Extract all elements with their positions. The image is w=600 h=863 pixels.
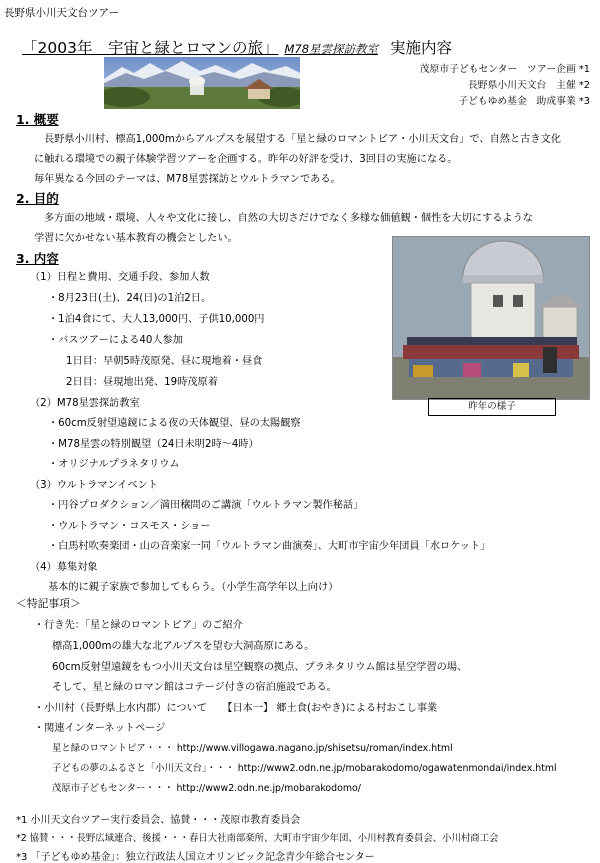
content-item: （4）募集対象: [30, 562, 98, 573]
section-3-heading: 3. 内容: [16, 251, 59, 266]
content-item: 2日目：昼現地出発、19時茂原着: [66, 377, 218, 388]
section-1-heading: 1. 概要: [16, 112, 59, 127]
notes-line: ・小川村（長野県上水内郡）について 【日本一】 郷土食(おやき)による村おこし事業: [34, 703, 438, 714]
content-item: （1）日程と費用、交通手段、参加人数: [30, 272, 210, 283]
content-item: ・ウルトラマン・コスモス・ショー: [48, 521, 211, 532]
organizer-line-2: 長野県小川天文台 主催 *2: [467, 80, 590, 91]
footnote: *3 「子どもゆめ基金」：独立行政法人国立オリンピック記念青少年総合センター: [16, 852, 375, 863]
header-tag: 長野県小川天文台ツアー: [4, 7, 120, 19]
notes-heading: ＜特記事項＞: [16, 597, 81, 610]
footnote: *1 小川天文台ツアー実行委員会、協賛・・・茂原市教育委員会: [16, 815, 301, 826]
title-tail: 実施内容: [390, 39, 453, 57]
content-item: ・60cm反射望遠鏡による夜の天体観望、昼の太陽観察: [48, 418, 301, 429]
content-item: ・円谷プロダクション／満田穣問のご講演「ウルトラマン製作秘話」: [48, 500, 364, 511]
link-line[interactable]: 星と緑のロマントピア・・・ http://www.villogawa.nagano.jp/shisetsu/roman/index.html: [52, 743, 453, 754]
notes-line: ・関連インターネットページ: [34, 723, 166, 734]
content-item: 基本的に親子家族で参加してもらう。（小学生高学年以上向け）: [48, 582, 339, 593]
section-2-heading: 2. 目的: [16, 191, 59, 206]
section-2-line: 学習に欠かせない基本教育の機会としたい。: [34, 233, 238, 244]
link-line[interactable]: 茂原市子どもセンター・・・ http://www2.odn.ne.jp/mobarakodomo/: [52, 783, 361, 794]
section-1-line: 長野県小川村、標高1,000mからアルプスを展望する「星と緑のロマントピア・小川天文台」で、自然と古き文化: [44, 134, 561, 145]
content-item: （2）M78星雲探訪教室: [30, 398, 140, 409]
content-item: ・8月23日(土)、24(日)の1泊2日。: [48, 293, 212, 304]
notes-line: 標高1,000mの雄大な北アルプスを望む大洞高原にある。: [52, 641, 315, 652]
section-1-line: に触れる環境での親子体験学習ツアーを企画する。昨年の好評を受け、3回目の実施になる。: [34, 154, 458, 165]
content-item: ・M78星雲の特別観望（24日未明2時〜4時）: [48, 439, 259, 450]
photo-caption: 昨年の様子: [428, 398, 556, 416]
link-line[interactable]: 子どもの夢のふるさと「小川天文台」・・・ http://www2.odn.ne.jp/mobarakodomo/ogawatenmondai/index.html: [52, 763, 557, 774]
content-item: ・オリジナルプラネタリウム: [48, 459, 180, 470]
content-item: （3）ウルトラマンイベント: [30, 480, 158, 491]
footnote: *2 協賛・・・長野広域連合、後援・・・春日大社南部楽所、大町市宇宙少年団、小川村教育委員会、小川村商工会: [16, 833, 499, 844]
organizer-line-1: 茂原市子どもセンター ツアー企画 *1: [419, 64, 590, 75]
notes-line: ・行き先：「星と緑のロマントピア」のご紹介: [34, 620, 243, 631]
content-item: 1日目：早朝5時茂原発、昼に現地着・昼食: [66, 356, 263, 367]
content-item: ・白馬村吹奏楽団・山の音楽家一同「ウルトラマン曲演奏」、大町市宇宙少年団員「水ロケット」: [48, 541, 491, 552]
content-item: ・バスツアーによる40人参加: [48, 335, 183, 346]
content-item: ・1泊4食にて、大人13,000円、子供10,000円: [48, 314, 265, 325]
page-title: [22, 36, 452, 58]
section-1-line: 毎年異なる今回のテーマは、M78星雲探訪とウルトラマンである。: [34, 174, 341, 185]
section-2-line: 多方面の地域・環境、人々や文化に接し、自然の大切さだけでなく多様な価値観・個性を大切にするような: [44, 213, 533, 224]
organizer-line-3: 子どもゆめ基金 助成事業 *3: [458, 96, 590, 107]
landscape-photo: [104, 57, 300, 109]
notes-line: 60cm反射望遠鏡をもつ小川天文台は星空観察の拠点、プラネタリウム館は星空学習の場、: [52, 662, 468, 673]
title-subtitle: M78星雲探訪教室: [284, 42, 379, 56]
notes-line: そして、星と緑のロマン館はコテージ付きの宿泊施設である。: [52, 682, 337, 693]
observatory-photo: [392, 236, 590, 400]
title-main: 「2003年 宇宙と緑とロマンの旅」: [22, 39, 279, 57]
